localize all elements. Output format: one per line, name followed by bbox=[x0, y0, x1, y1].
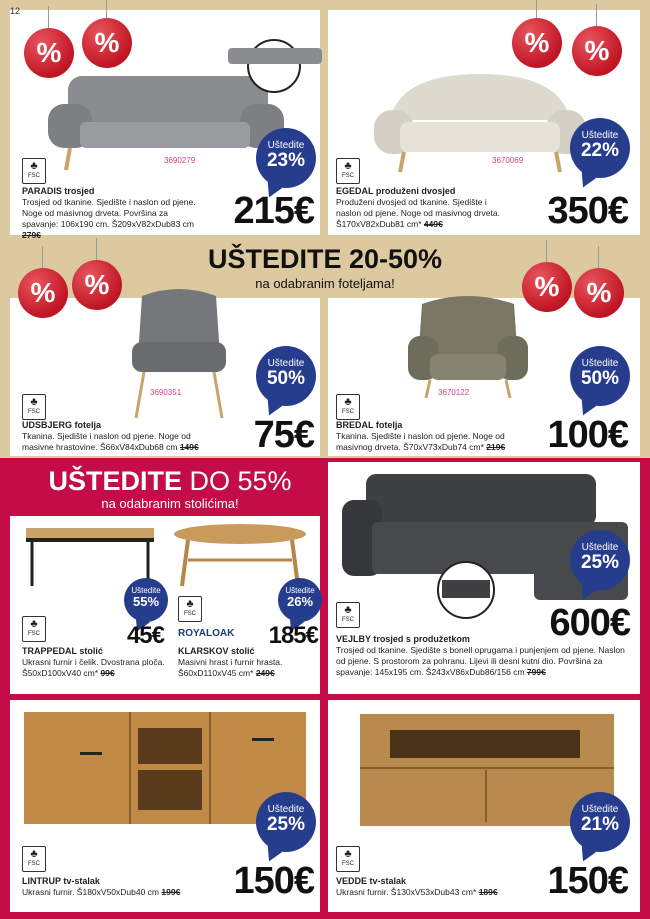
udsbjerg-code: 3690351 bbox=[150, 388, 182, 397]
mid-headline-subtitle: na odabranim foteljama! bbox=[255, 276, 395, 291]
klarskov-price: 185€ bbox=[268, 622, 318, 649]
lintrup-description: LINTRUP tv-stalak Ukrasni furnir. Š180xV50xDub40 cm 199€ bbox=[22, 876, 181, 897]
egedal-code: 3670069 bbox=[492, 156, 524, 165]
red-headline-title: UŠTEDITE DO 55% bbox=[48, 466, 292, 496]
egedal-sofa-image bbox=[370, 70, 590, 176]
egedal-description: EGEDAL produženi dvosjed Produženi dvosjed od tkanine. Sjedište i naslon od pjene. Noge od masivnog drveta. Š170xV82xDub81 cm* 449€ bbox=[336, 186, 500, 229]
vedde-save-badge: Uštedite 21% bbox=[570, 792, 630, 852]
bredal-chair-image bbox=[406, 292, 530, 402]
percent-tag: % bbox=[24, 28, 74, 78]
mid-headline-title: UŠTEDITE 20-50% bbox=[207, 244, 443, 274]
lintrup-price: 150€ bbox=[233, 860, 314, 902]
sofabed-detail-image bbox=[226, 36, 324, 96]
fsc-logo: ♣ FSC bbox=[336, 846, 360, 872]
fsc-logo: ♣ FSC bbox=[336, 158, 360, 184]
klarskov-save-badge: Uštedite 26% bbox=[278, 578, 322, 622]
vejlby-save-badge: Uštedite 25% bbox=[570, 530, 630, 590]
royaloak-logo: ROYALOAK bbox=[178, 628, 235, 639]
paradis-code: 3690279 bbox=[164, 156, 196, 165]
page-number: 12 bbox=[10, 6, 21, 16]
percent-tag: % bbox=[512, 18, 562, 68]
fsc-logo: ♣ FSC bbox=[22, 616, 46, 642]
egedal-price: 350€ bbox=[547, 190, 628, 232]
vejlby-description: VEJLBY trosjed s produžetkom Trosjed od tkanine. Sjedište s bonell oprugama i punjenjem od pjene. Naslon od pjene. S prostorom za pohranu. Lijevi ili desni kutni dio. Površina za spavanje: 145x195 cm. Š243xV86xDub86/156 cm 799€ bbox=[336, 634, 625, 677]
percent-tag: % bbox=[574, 268, 624, 318]
bredal-price: 100€ bbox=[547, 414, 628, 456]
fsc-logo: ♣ FSC bbox=[22, 158, 46, 184]
fsc-logo: ♣ FSC bbox=[178, 596, 202, 622]
vejlby-price: 600€ bbox=[549, 602, 630, 644]
percent-tag: % bbox=[72, 260, 122, 310]
fsc-logo: ♣ FSC bbox=[22, 394, 46, 420]
vedde-price: 150€ bbox=[547, 860, 628, 902]
fsc-logo: ♣ FSC bbox=[336, 602, 360, 628]
percent-tag: % bbox=[82, 18, 132, 68]
egedal-save-badge: Uštedite 22% bbox=[570, 118, 630, 178]
percent-tag: % bbox=[18, 268, 68, 318]
paradis-description: PARADIS trosjed Trosjed od tkanine. Sjedište i naslon od pjene. Noge od masivnog drveta. Površina za spavanje: 106x190 cm. Š209xV82xDub83 cm 279€ bbox=[22, 186, 196, 240]
udsbjerg-price: 75€ bbox=[253, 414, 314, 456]
trappedal-price: 45€ bbox=[126, 622, 164, 649]
fsc-logo: ♣ FSC bbox=[336, 394, 360, 420]
trappedal-description: TRAPPEDAL stolić Ukrasni furnir i čelik. Dvostrana ploča. Š50xD100xV40 cm* 99€ bbox=[22, 646, 165, 678]
bredal-save-badge: Uštedite 50% bbox=[570, 346, 630, 406]
percent-tag: % bbox=[572, 26, 622, 76]
udsbjerg-save-badge: Uštedite 50% bbox=[256, 346, 316, 406]
udsbjerg-chair-image bbox=[124, 286, 234, 422]
paradis-price: 215€ bbox=[233, 190, 314, 232]
percent-tag: % bbox=[522, 262, 572, 312]
paradis-save-badge: Uštedite 23% bbox=[256, 128, 316, 188]
udsbjerg-description: UDSBJERG fotelja Tkanina. Sjedište i naslon od pjene. Noge od masivne hrastovine. Š66xV84xDub68 cm 149€ bbox=[22, 420, 199, 452]
red-headline-subtitle: na odabranim stolićima! bbox=[101, 496, 239, 511]
klarskov-description: KLARSKOV stolić Masivni hrast i furnir hrasta. Š60xD110xV45 cm* 249€ bbox=[178, 646, 283, 678]
fsc-logo: ♣ FSC bbox=[22, 846, 46, 872]
vedde-description: VEDDE tv-stalak Ukrasni furnir. Š130xV53xDub43 cm* 189€ bbox=[336, 876, 498, 897]
bredal-code: 3670122 bbox=[438, 388, 470, 397]
trappedal-save-badge: Uštedite 55% bbox=[124, 578, 168, 622]
lintrup-save-badge: Uštedite 25% bbox=[256, 792, 316, 852]
bredal-description: BREDAL fotelja Tkanina. Sjedište i naslon od pjene. Noge od masivnog drveta. Š70xV73xDub74 cm* 219€ bbox=[336, 420, 506, 452]
